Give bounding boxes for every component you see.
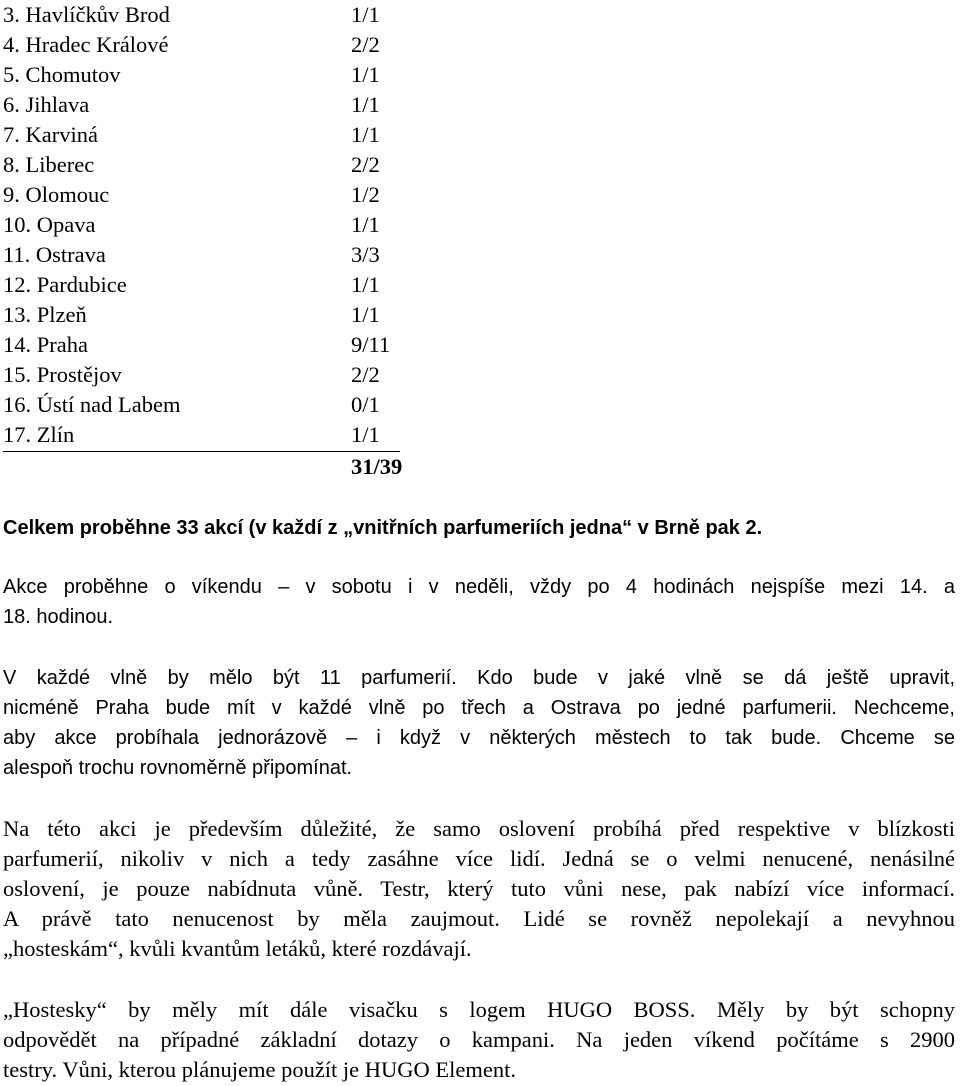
- city-name: 9. Olomouc: [3, 182, 110, 207]
- city-ratio: 1/1: [351, 272, 380, 297]
- city-ratio: 3/3: [351, 242, 380, 267]
- city-ratio: 2/2: [351, 32, 380, 57]
- list-item: [3, 0, 403, 30]
- city-ratio: 1/1: [351, 2, 380, 27]
- paragraph-line: alespoň trochu rovnoměrně připomínat.: [3, 757, 353, 779]
- city-name: 15. Prostějov: [3, 362, 122, 387]
- city-name: 5. Chomutov: [3, 62, 121, 87]
- city-ratio: 2/2: [351, 152, 380, 177]
- paragraph-line: aby akce probíhala jednorázově – i když v některých městech to tak bude. Chceme se: [3, 727, 955, 749]
- city-ratio: 1/1: [351, 212, 380, 237]
- waves-paragraph: [3, 663, 955, 783]
- paragraph-line: odpovědět na případné základní dotazy o kampani. Na jeden víkend počítáme s 2900: [3, 1027, 955, 1052]
- city-name: 17. Zlín: [3, 422, 75, 447]
- paragraph-line: Na této akci je především důležité, že samo oslovení probíhá před respektive v blízkosti: [3, 816, 955, 841]
- list-item: [3, 390, 403, 420]
- paragraph-line: nicméně Praha bude mít v každé vlně po třech a Ostrava po jedné parfumerii. Nechceme,: [3, 697, 955, 719]
- city-name: 7. Karviná: [3, 122, 98, 147]
- city-name: 10. Opava: [3, 212, 96, 237]
- list-item: [3, 180, 403, 210]
- paragraph-line: oslovení, je pouze nabídnuta vůně. Testr, který tuto vůni nese, pak nabízí více informací.: [3, 876, 955, 901]
- city-ratio: 1/1: [351, 422, 380, 447]
- city-ratio: 2/2: [351, 362, 380, 387]
- paragraph-line: Akce proběhne o víkendu – v sobotu i v neděli, vždy po 4 hodinách nejspíše mezi 14. a: [3, 576, 955, 598]
- paragraph-line: V každé vlně by mělo být 11 parfumerií. Kdo bude v jaké vlně se dá ještě upravit,: [3, 667, 955, 689]
- list-item: [3, 270, 403, 300]
- list-item: [3, 360, 403, 390]
- city-ratio: 1/1: [351, 302, 380, 327]
- list-item: [3, 90, 403, 120]
- city-name: 13. Plzeň: [3, 302, 87, 327]
- list-item: [3, 60, 403, 90]
- list-item: [3, 240, 403, 270]
- list-item: [3, 300, 403, 330]
- paragraph-line: „hosteskám“, kvůli kvantům letáků, které rozdávají.: [3, 936, 472, 961]
- city-ratio: 9/11: [351, 332, 391, 357]
- city-ratio: 1/1: [351, 122, 380, 147]
- city-name: 4. Hradec Králové: [3, 32, 169, 57]
- city-name: 12. Pardubice: [3, 272, 127, 297]
- city-ratio: 0/1: [351, 392, 380, 417]
- list-item: [3, 30, 403, 60]
- paragraph-line: „Hostesky“ by měly mít dále visačku s logem HUGO BOSS. Měly by být schopny: [3, 997, 955, 1022]
- list-item: [3, 120, 403, 150]
- city-name: 8. Liberec: [3, 152, 95, 177]
- total-divider: [3, 451, 400, 452]
- paragraph-line: A právě tato nenucenost by měla zaujmout. Lidé se rovněž nepolekají a nevyhnou: [3, 906, 955, 931]
- weekend-paragraph: [3, 572, 955, 632]
- paragraph-line: parfumerií, nikoliv v nich a tedy zasáhne více lidí. Jedná se o velmi nenucené, nenásilné: [3, 846, 955, 871]
- list-item: [3, 420, 403, 450]
- city-name: 16. Ústí nad Labem: [3, 392, 181, 417]
- city-name: 6. Jihlava: [3, 92, 90, 117]
- city-name: 3. Havlíčkův Brod: [3, 2, 170, 27]
- city-ratio: 1/2: [351, 182, 380, 207]
- list-item: [3, 330, 403, 360]
- total-ratio: 31/39: [351, 454, 403, 479]
- summary-line: Celkem proběhne 33 akcí (v každí z „vnitřních parfumeriích jedna“ v Brně pak 2.: [3, 517, 763, 539]
- paragraph-line: testry. Vůni, kterou plánujeme použít je HUGO Element.: [3, 1057, 517, 1082]
- summary-paragraph: [3, 513, 955, 543]
- city-name: 14. Praha: [3, 332, 88, 357]
- city-ratio: 1/1: [351, 62, 380, 87]
- paragraph-line: 18. hodinou.: [3, 606, 114, 628]
- city-name: 11. Ostrava: [3, 242, 106, 267]
- approach-paragraph: [3, 814, 955, 964]
- hostesses-paragraph: [3, 995, 955, 1085]
- list-item: [3, 210, 403, 240]
- list-item: [3, 150, 403, 180]
- city-ratio: 1/1: [351, 92, 380, 117]
